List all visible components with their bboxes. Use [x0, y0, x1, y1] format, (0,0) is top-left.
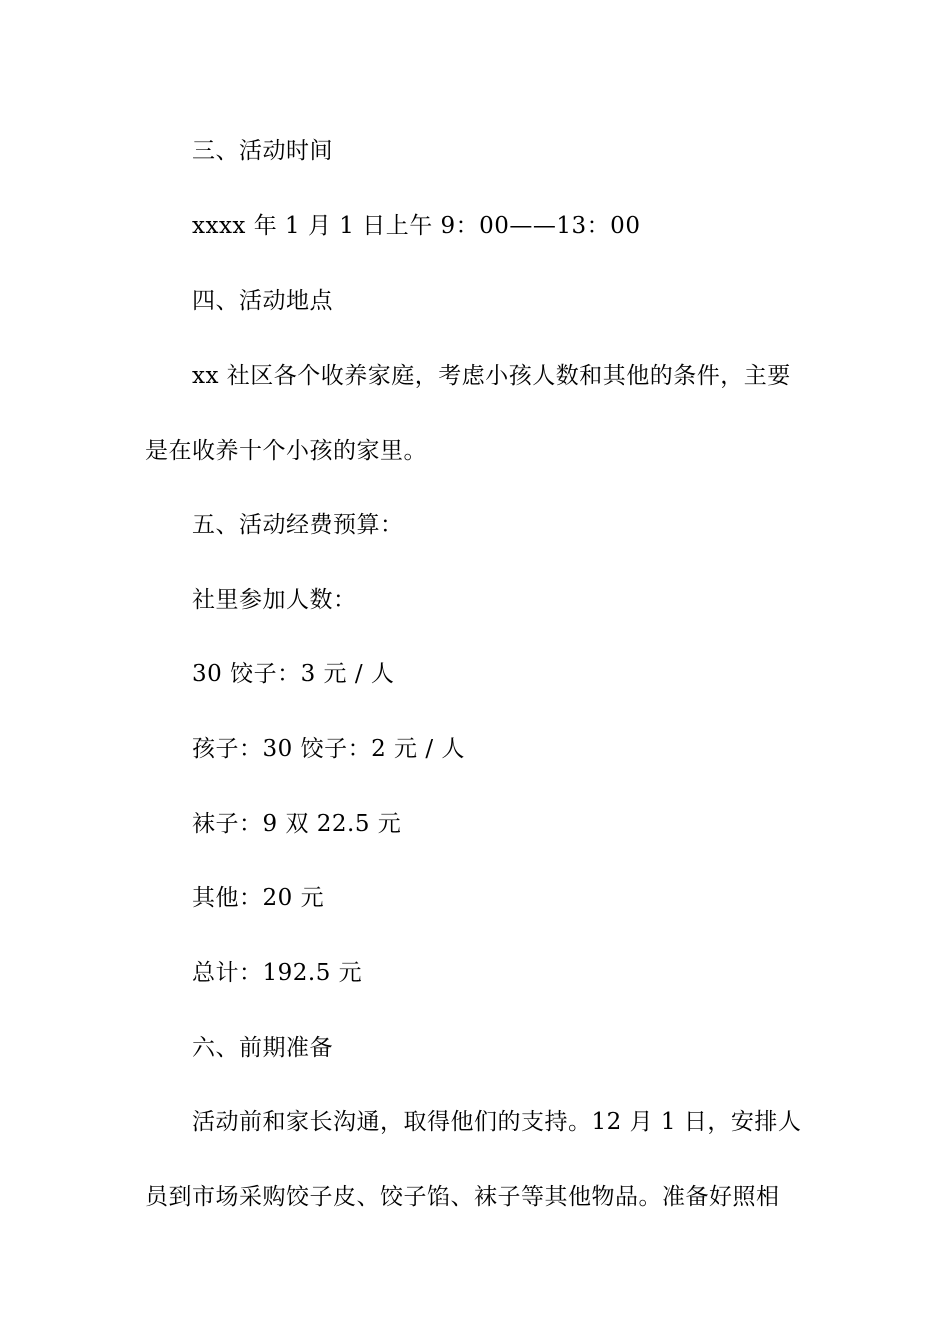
section-heading-time: 三、活动时间: [192, 138, 333, 164]
location-paragraph-line-2: 是在收养十个小孩的家里。: [145, 438, 427, 464]
section-heading-preparation: 六、前期准备: [192, 1035, 333, 1061]
section-heading-location: 四、活动地点: [192, 288, 333, 314]
budget-item-dumplings-members: 30 饺子：3 元 / 人: [192, 661, 395, 687]
budget-item-socks: 袜子：9 双 22.5 元: [192, 811, 402, 837]
budget-item-other: 其他：20 元: [192, 885, 325, 911]
budget-item-dumplings-children: 孩子：30 饺子：2 元 / 人: [192, 736, 465, 762]
budget-total: 总计：192.5 元: [192, 960, 363, 986]
activity-time-text: xxxx 年 1 月 1 日上午 9：00——13：00: [192, 213, 641, 239]
location-paragraph-line-1: xx 社区各个收养家庭，考虑小孩人数和其他的条件，主要: [192, 363, 791, 389]
budget-participants-label: 社里参加人数：: [192, 587, 357, 613]
section-heading-budget: 五、活动经费预算：: [192, 512, 404, 538]
preparation-paragraph-line-1: 活动前和家长沟通，取得他们的支持。12 月 1 日，安排人: [192, 1109, 802, 1135]
preparation-paragraph-line-2: 员到市场采购饺子皮、饺子馅、袜子等其他物品。准备好照相: [145, 1184, 780, 1210]
